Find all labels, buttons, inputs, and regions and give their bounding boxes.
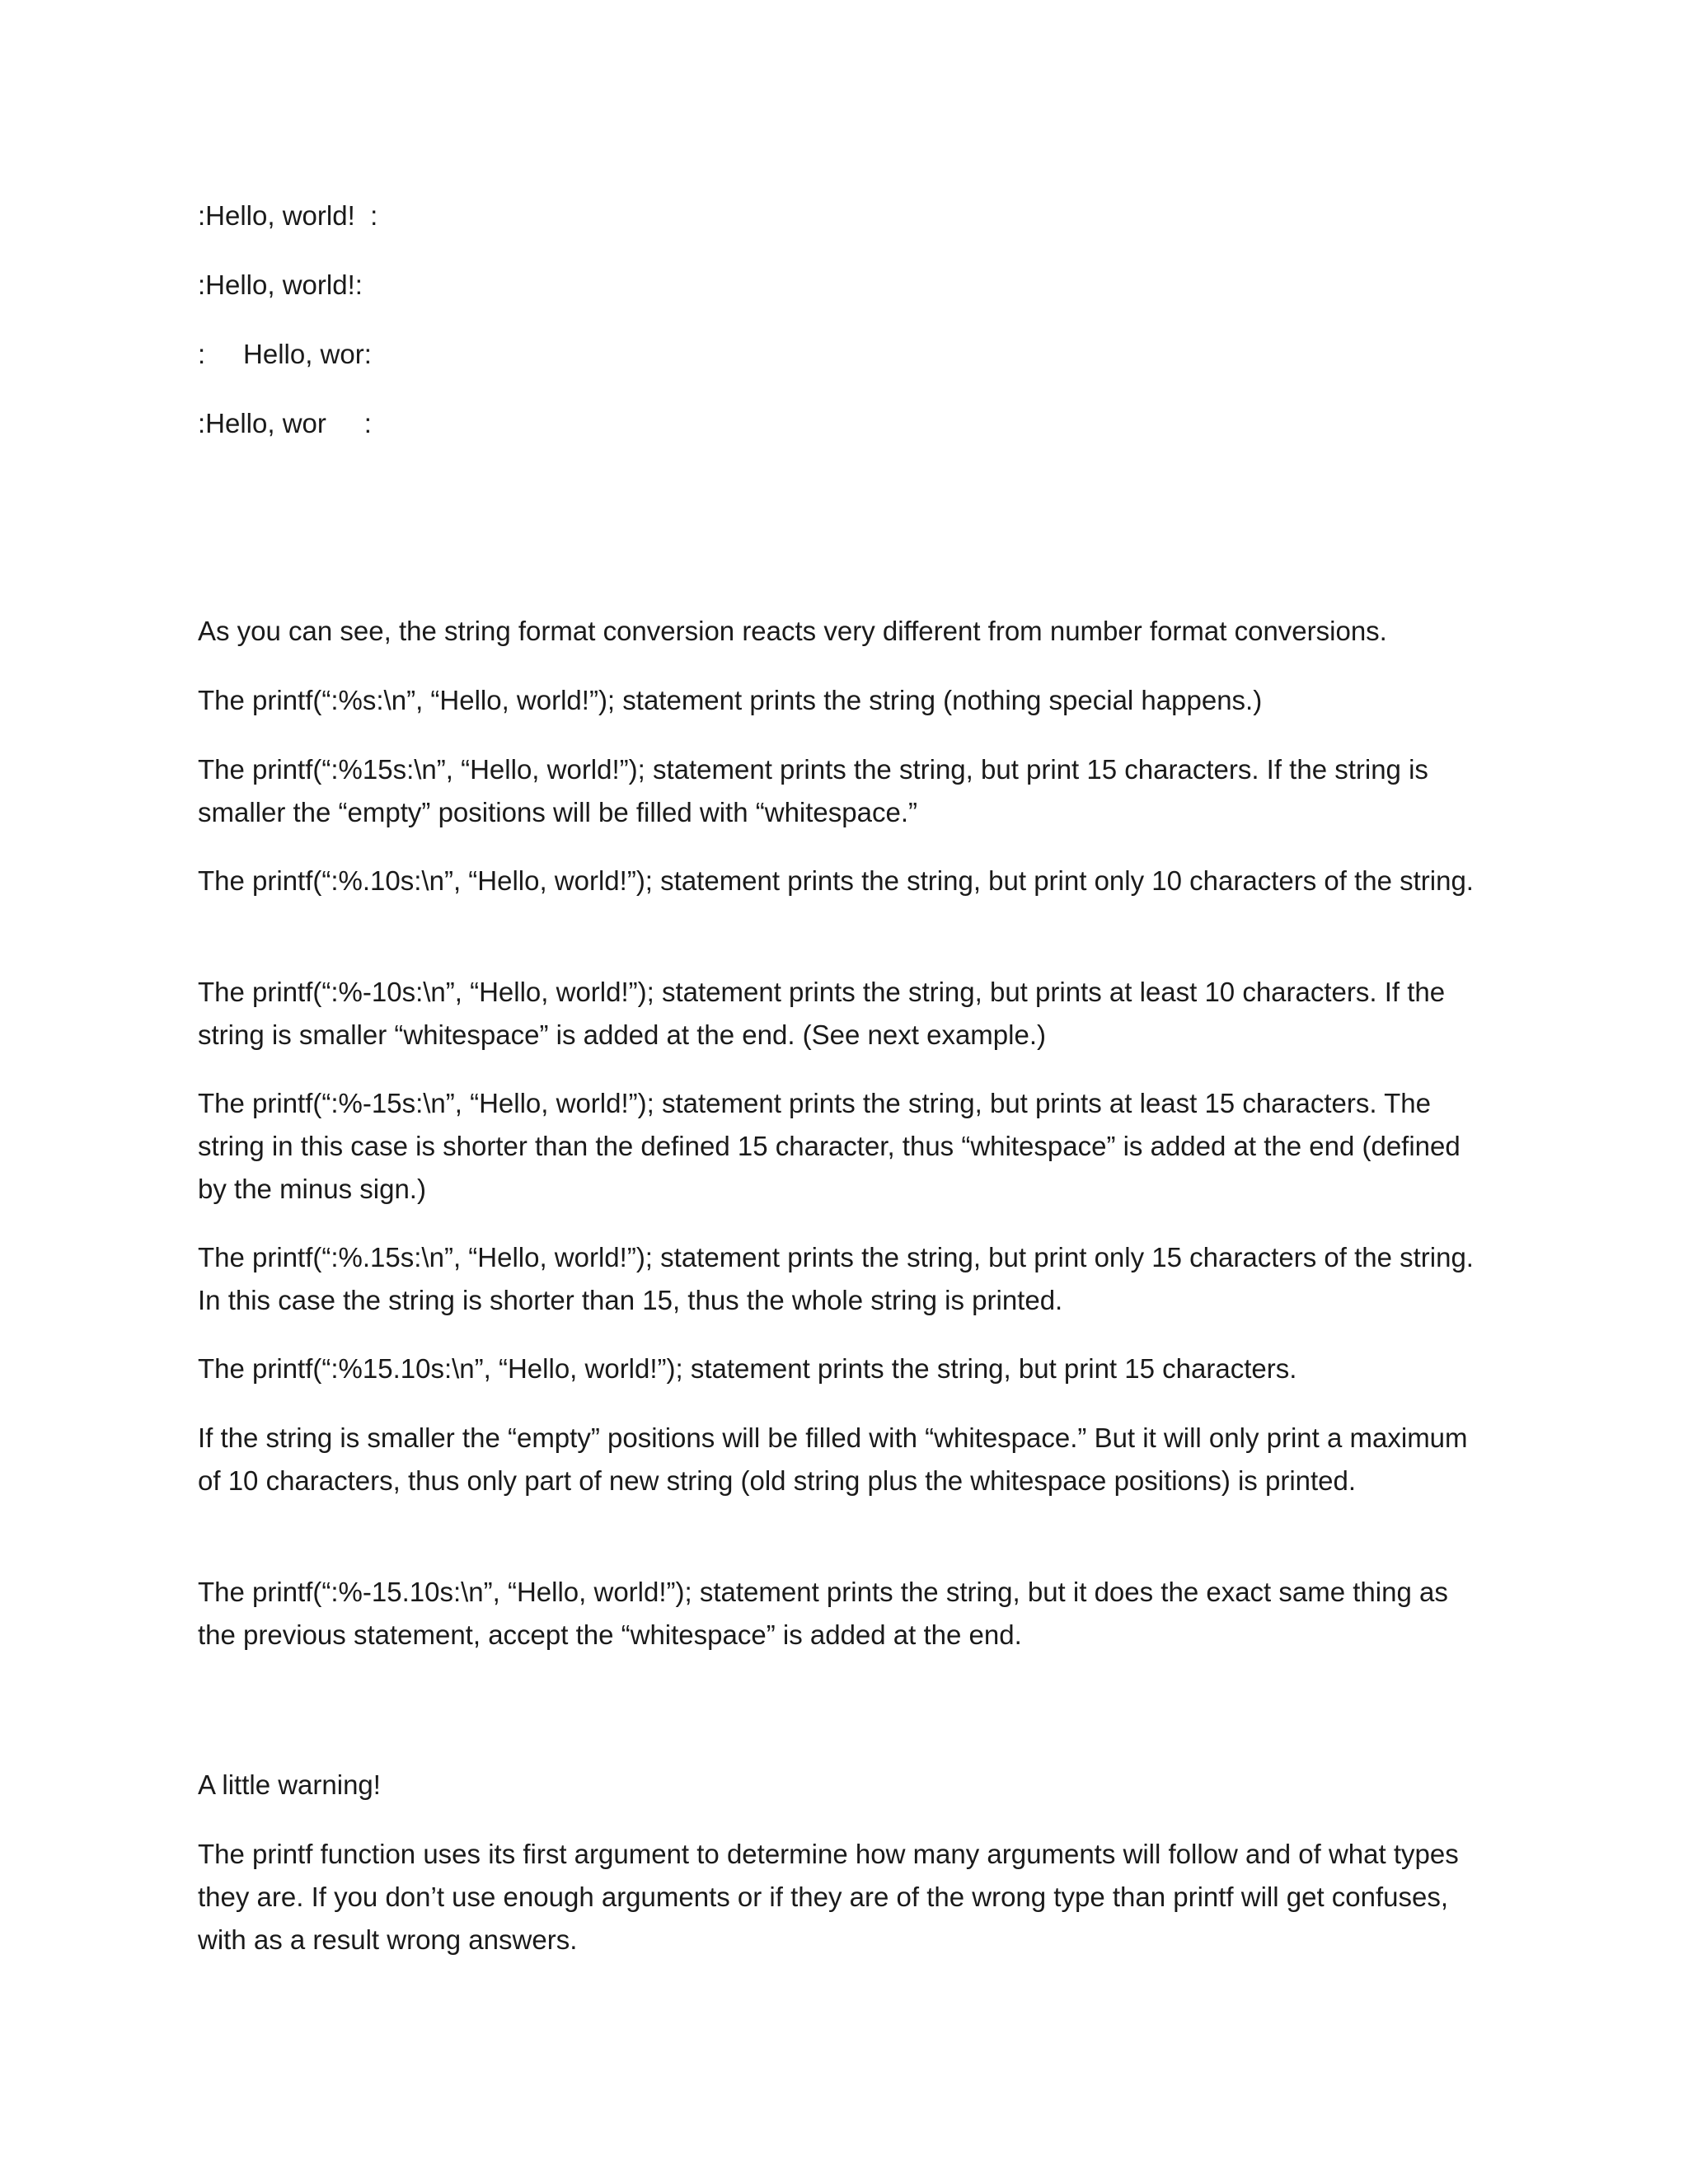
explanation-paragraph: The printf(“:%15s:\n”, “Hello, world!”); statement prints the string, but print 15 characters. If the string is smaller the “empty” positions will be filled with “whitespace.” (198, 754, 1428, 827)
output-line-1: :Hello, world! : (198, 200, 378, 231)
explanation-paragraph: The printf(“:%-15s:\n”, “Hello, world!”); statement prints the string, but prints at least 15 characters. The string in this case is shorter than the defined 15 character, thus “whitespace” is added at the end (defined by the minus sign.) (198, 1088, 1461, 1204)
warning-heading: A little warning! (198, 1769, 381, 1800)
output-line-3: : Hello, wor: (198, 339, 372, 369)
explanation-paragraph: The printf(“:%.10s:\n”, “Hello, world!”); statement prints the string, but print only 10 characters of the string. (198, 865, 1474, 896)
output-line-4: :Hello, wor : (198, 408, 372, 438)
explanation-paragraph: The printf(“:%.15s:\n”, “Hello, world!”); statement prints the string, but print only 15 characters of the string. In this case the string is shorter than 15, thus the whole string is printed. (198, 1242, 1474, 1315)
explanation-paragraph: The printf(“:%-15.10s:\n”, “Hello, world!”); statement prints the string, but it does the exact same thing as the previous statement, accept the “whitespace” is added at the end. (198, 1577, 1448, 1650)
intro-paragraph: As you can see, the string format conversion reacts very different from number format conversions. (198, 616, 1387, 646)
warning-paragraph: The printf function uses its first argument to determine how many arguments will follow and of what types they are. If you don’t use enough arguments or if they are of the wrong type than printf will get confuses, with as a result wrong answers. (198, 1839, 1459, 1955)
explanation-paragraph: The printf(“:%s:\n”, “Hello, world!”); statement prints the string (nothing special happens.) (198, 685, 1263, 715)
output-line-2: :Hello, world!: (198, 269, 363, 300)
explanation-paragraph: If the string is smaller the “empty” positions will be filled with “whitespace.” But it will only print a maximum of 10 characters, thus only part of new string (old string plus the whitespace positions) is printed. (198, 1422, 1468, 1496)
explanation-paragraph: The printf(“:%-10s:\n”, “Hello, world!”); statement prints the string, but prints at least 10 characters. If the string is smaller “whitespace” is added at the end. (See next example.) (198, 977, 1446, 1050)
explanation-paragraph: The printf(“:%15.10s:\n”, “Hello, world!”); statement prints the string, but print 15 characters. (198, 1353, 1297, 1384)
